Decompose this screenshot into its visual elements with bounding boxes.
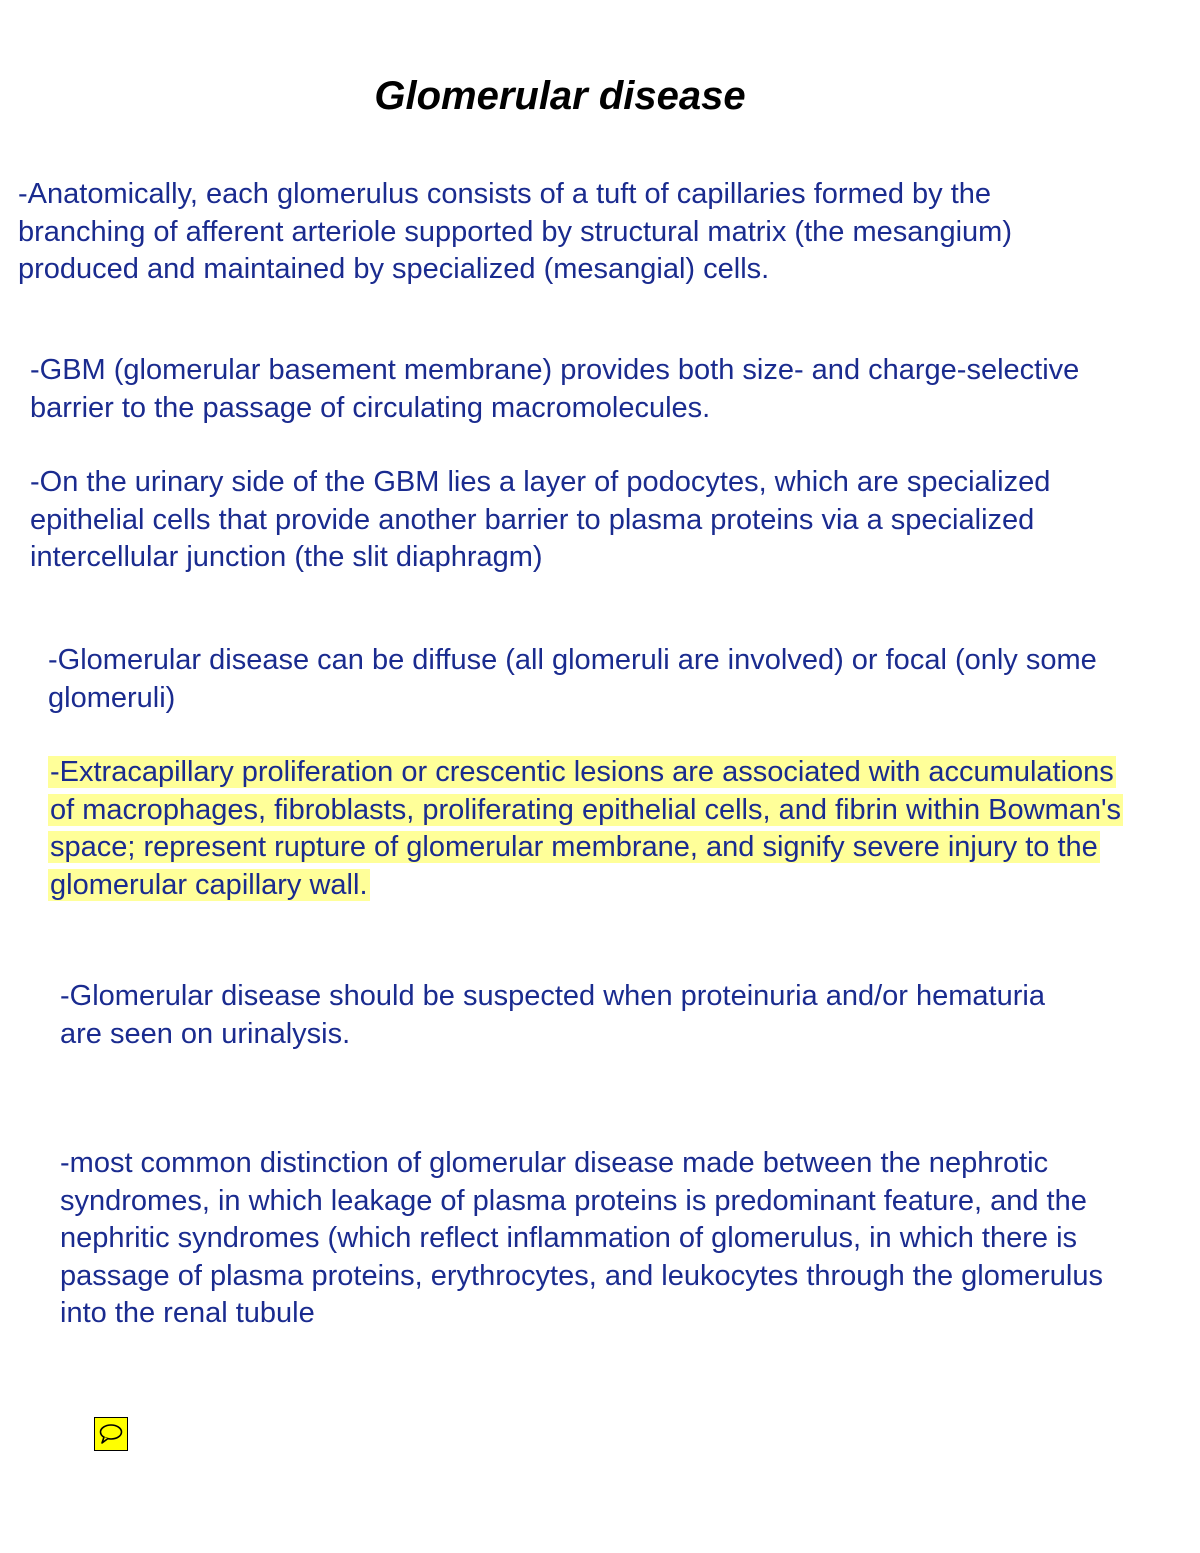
paragraph-extracapillary xyxy=(48,754,1128,904)
paragraph-suspicion: -Glomerular disease should be suspected when proteinuria and/or hematuria are seen on urinalysis. xyxy=(60,980,1045,1050)
speech-bubble-glyph xyxy=(99,1423,123,1445)
highlighted-text: -Extracapillary proliferation or crescentic lesions are associated with accumulations of macrophages, fibroblasts, proliferating epithelial cells, and fibrin within Bowman's space; represent rupture of glomerular membrane, and signify severe injury to the glomerular capillary wall. xyxy=(50,756,1122,901)
comment-icon[interactable] xyxy=(94,1417,128,1451)
paragraph-podocytes: -On the urinary side of the GBM lies a layer of podocytes, which are specialized epithelial cells that provide another barrier to plasma proteins via a specialized intercellular junction (the slit diaphragm) xyxy=(30,466,1051,573)
paragraph-gbm: -GBM (glomerular basement membrane) provides both size- and charge-selective barrier to the passage of circulating macromolecules. xyxy=(30,354,1080,424)
paragraph-diffuse-focal: -Glomerular disease can be diffuse (all glomeruli are involved) or focal (only some glomeruli) xyxy=(48,644,1097,714)
paragraph-anatomy: -Anatomically, each glomerulus consists of a tuft of capillaries formed by the branching of afferent arteriole supported by structural matrix (the mesangium) produced and maintained by specialized (mesangial) cells. xyxy=(18,178,1013,285)
document-title: Glomerular disease xyxy=(374,74,746,118)
paragraph-distinction: -most common distinction of glomerular disease made between the nephrotic syndromes, in which leakage of plasma proteins is predominant feature, and the nephritic syndromes (which reflect inflammation of glomerulus, in which there is passage of plasma proteins, erythrocytes, and leukocytes through the glomerulus into the renal tubule xyxy=(60,1147,1103,1329)
